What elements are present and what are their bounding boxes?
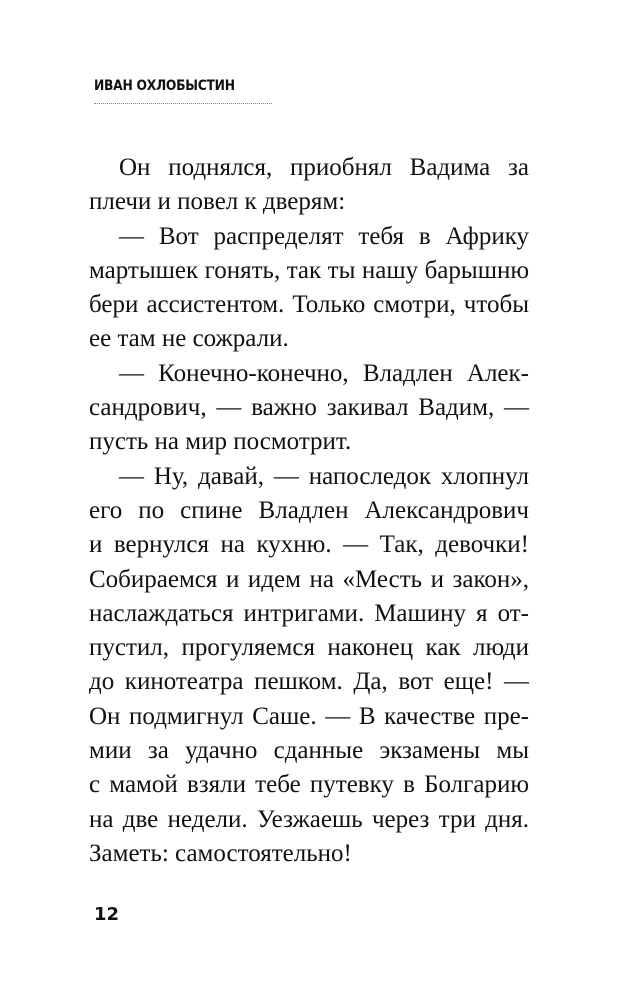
text-line: пустил, прогуляемся наконец как люди — [89, 634, 529, 662]
text-line: и вернулся на кухню. — Так, девочки! — [89, 531, 529, 559]
running-head: ИВАН ОХЛОБЫСТИН — [94, 78, 235, 94]
text-line: Он подмигнул Саше. — В качестве пре- — [89, 702, 529, 730]
body-text — [89, 151, 529, 871]
text-line: на две недели. Уезжаешь через три дня. — [89, 805, 529, 833]
text-line: мартышек гонять, так ты нашу барышню — [89, 256, 529, 284]
running-head-rule — [94, 103, 272, 104]
text-line: бери ассистентом. Только смотри, чтобы — [89, 291, 529, 319]
text-line: ее там не сожрали. — [89, 325, 289, 353]
text-line: — Ну, давай, — напоследок хлопнул — [119, 462, 529, 490]
text-line: пусть на мир посмотрит. — [89, 428, 352, 456]
text-line: до кинотеатра пешком. Да, вот еще! — — [89, 668, 529, 696]
text-line: — Вот распределят тебя в Африку — [119, 222, 529, 250]
text-line: мии за удачно сданные экзамены мы — [89, 737, 529, 765]
text-line: наслаждаться интригами. Машину я от- — [89, 599, 529, 627]
text-line: Он поднялся, приобнял Вадима за — [119, 154, 529, 181]
text-line: с мамой взяли тебе путевку в Болгарию — [89, 771, 529, 799]
text-line: — Конечно-конечно, Владлен Алек- — [119, 359, 529, 387]
text-line: Собираемся и идем на «Месть и закон», — [89, 565, 529, 593]
text-line: плечи и повел к дверям: — [89, 188, 346, 216]
page-number: 12 — [94, 904, 120, 925]
text-line: его по спине Владлен Александрович — [89, 496, 529, 524]
text-line: сандрович, — важно закивал Вадим, — — [89, 394, 529, 422]
text-line: Заметь: самостоятельно! — [89, 839, 352, 867]
